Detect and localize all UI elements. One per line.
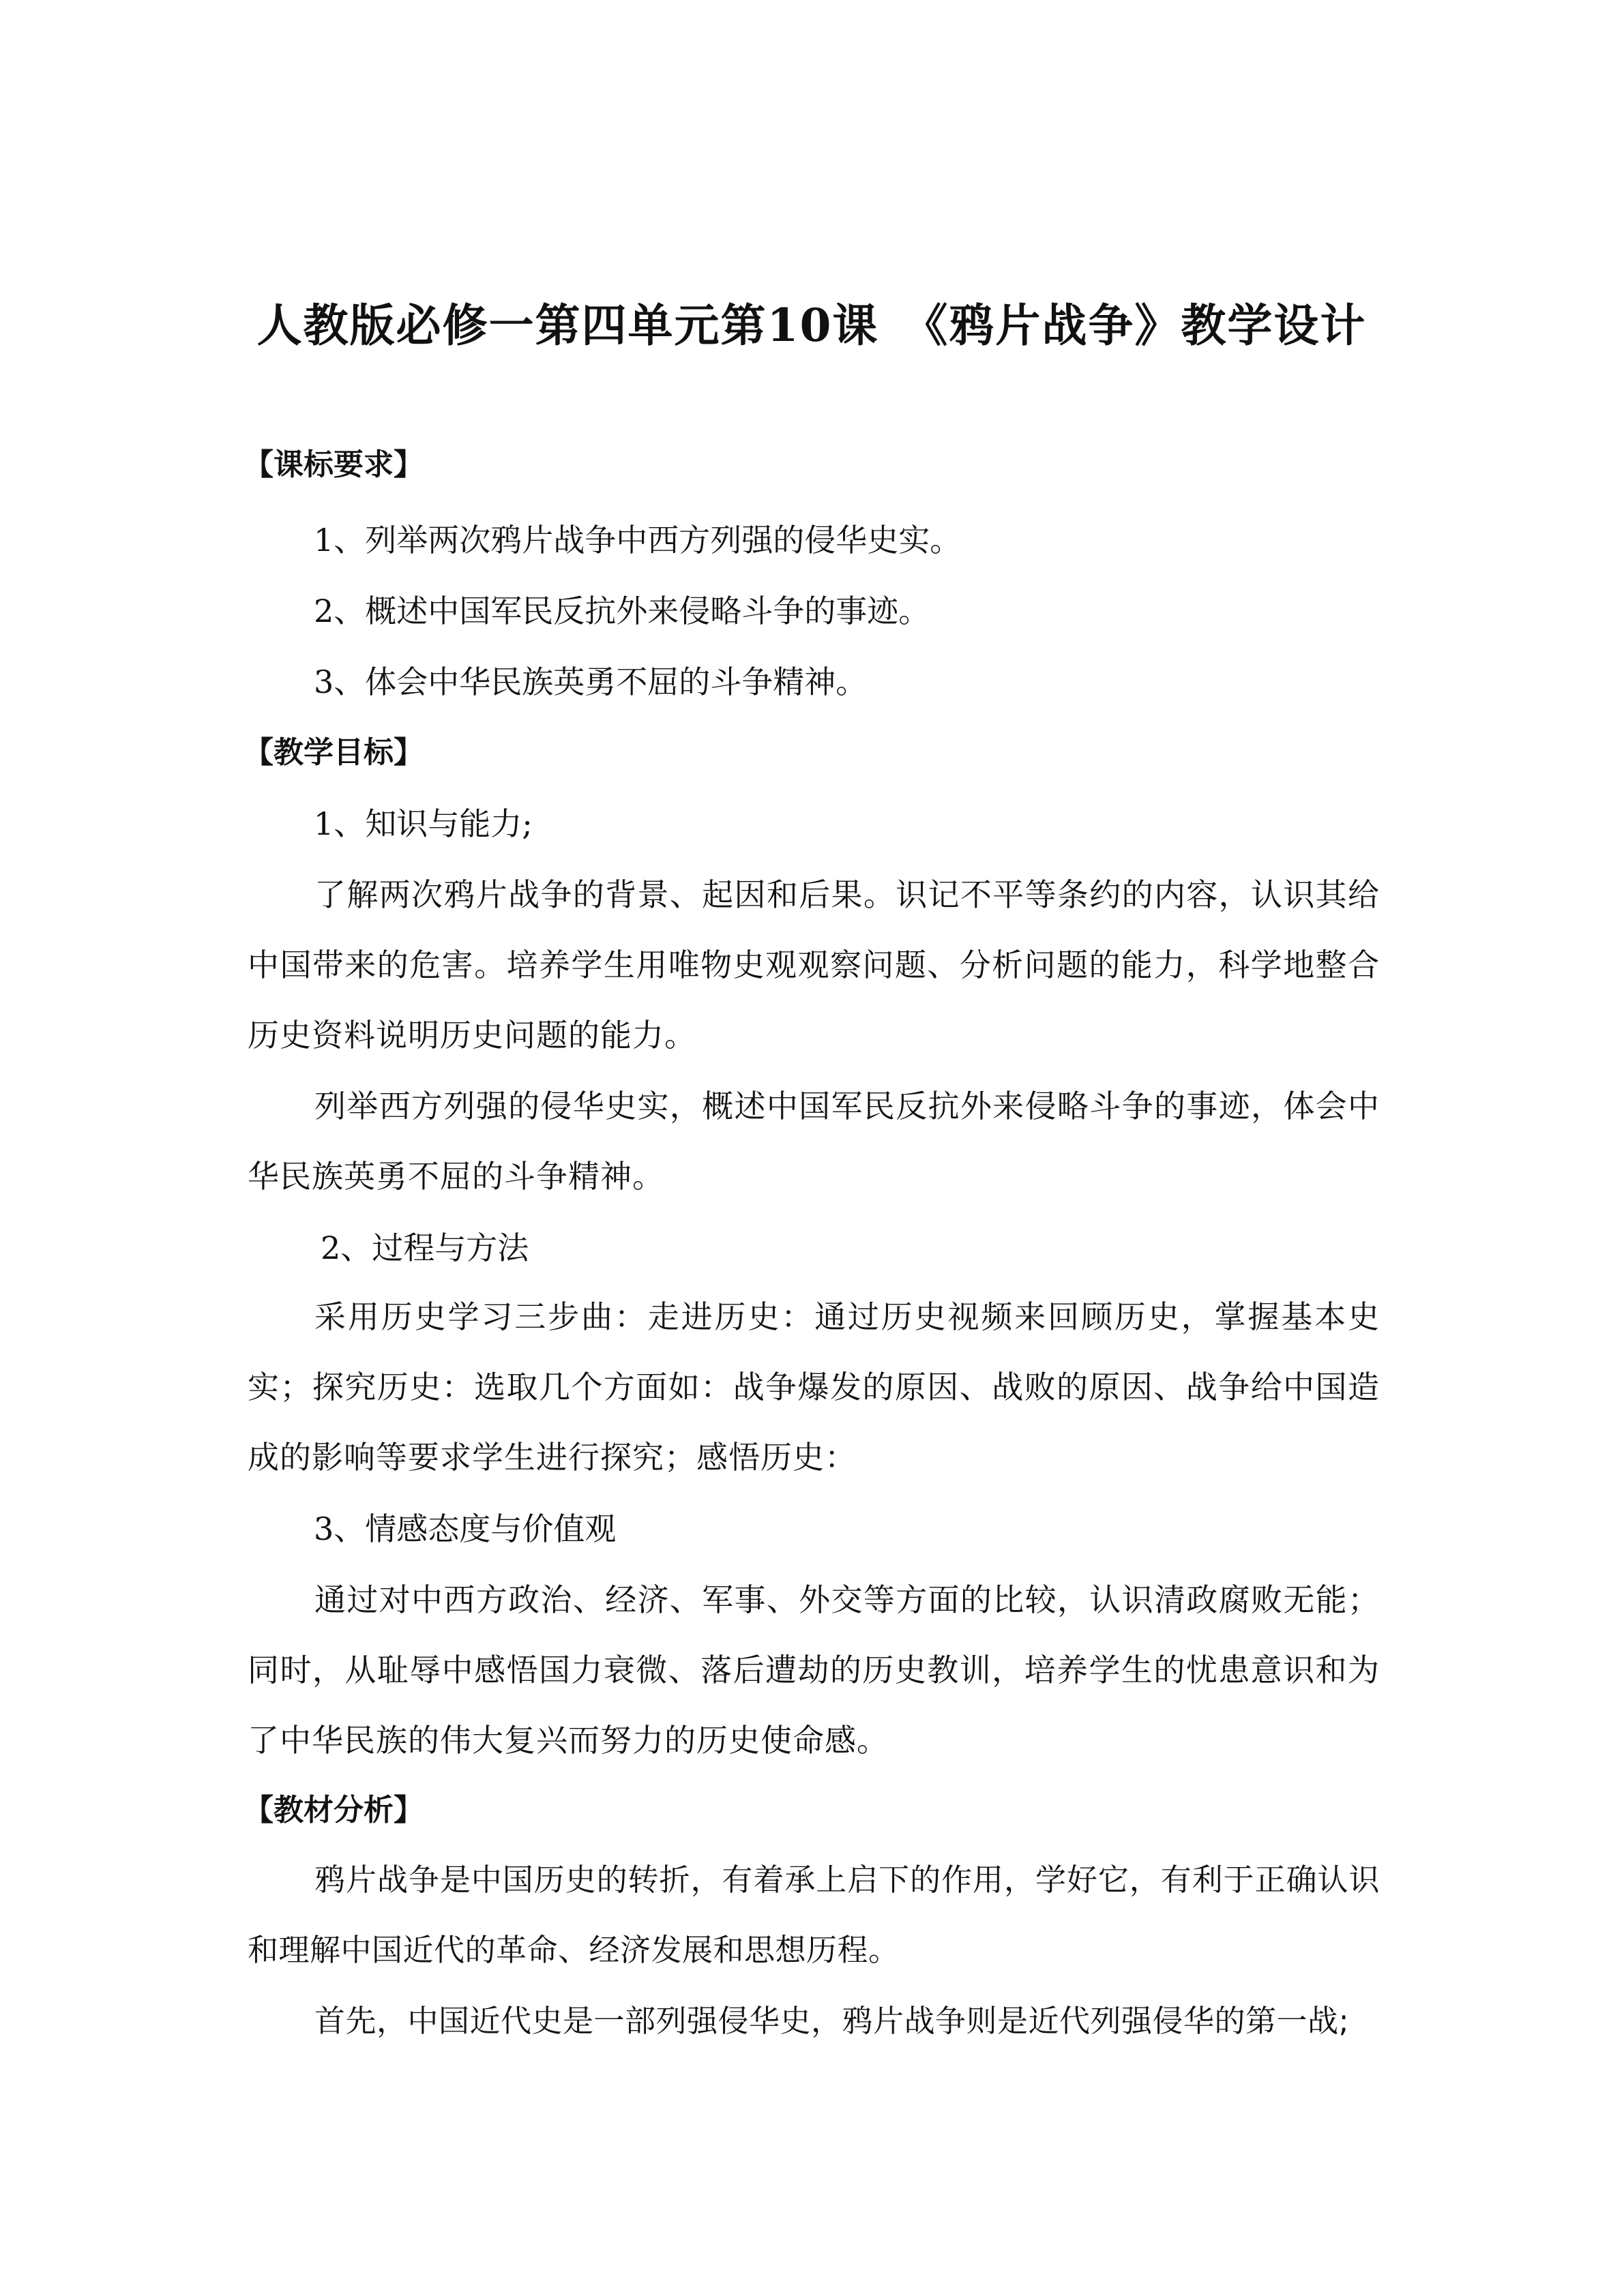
analysis-paragraph-1: 鸦片战争是中国历史的转折，有着承上启下的作用，学好它，有利于正确认识和理解中国近代的革命、经济发展和思想历程。 bbox=[248, 1862, 1380, 1968]
section-heading-analysis: 【教材分析】 bbox=[243, 1793, 424, 1828]
standards-item-2: 2、概述中国军民反抗外来侵略斗争的事迹。 bbox=[314, 593, 930, 629]
objectives-emotion-label: 3、情感态度与价值观 bbox=[314, 1510, 617, 1547]
objectives-knowledge-label: 1、知识与能力; bbox=[314, 805, 533, 842]
section-heading-objectives: 【教学目标】 bbox=[243, 735, 424, 770]
objectives-process-paragraph: 采用历史学习三步曲：走进历史：通过历史视频来回顾历史，掌握基本史实；探究历史：选取几个方面如：战争爆发的原因、战败的原因、战争给中国造成的影响等要求学生进行探究；感悟历史： bbox=[248, 1298, 1380, 1476]
objectives-knowledge-paragraph-2: 列举西方列强的侵华史实，概述中国军民反抗外来侵略斗争的事迹，体会中华民族英勇不屈的斗争精神。 bbox=[248, 1088, 1380, 1195]
document-title: 人教版必修一第四单元第10课 《鸦片战争》教学设计 bbox=[256, 299, 1367, 352]
objectives-emotion-paragraph: 通过对中西方政治、经济、军事、外交等方面的比较，认识清政腐败无能；同时，从耻辱中感悟国力衰微、落后遭劫的历史教训，培养学生的忧患意识和为了中华民族的伟大复兴而努力的历史使命感。 bbox=[248, 1581, 1380, 1759]
objectives-process-label: 2、过程与方法 bbox=[321, 1229, 529, 1266]
analysis-paragraph-2: 首先，中国近代史是一部列强侵华史，鸦片战争则是近代列强侵华的第一战; bbox=[314, 2003, 1350, 2039]
standards-item-3: 3、体会中华民族英勇不屈的斗争精神。 bbox=[314, 664, 868, 700]
objectives-knowledge-paragraph-1: 了解两次鸦片战争的背景、起因和后果。识记不平等条约的内容，认识其给中国带来的危害。培养学生用唯物史观观察问题、分析问题的能力，科学地整合历史资料说明历史问题的能力。 bbox=[248, 876, 1380, 1054]
standards-item-1: 1、列举两次鸦片战争中西方列强的侵华史实。 bbox=[314, 522, 962, 558]
section-heading-standards: 【课标要求】 bbox=[243, 447, 424, 482]
